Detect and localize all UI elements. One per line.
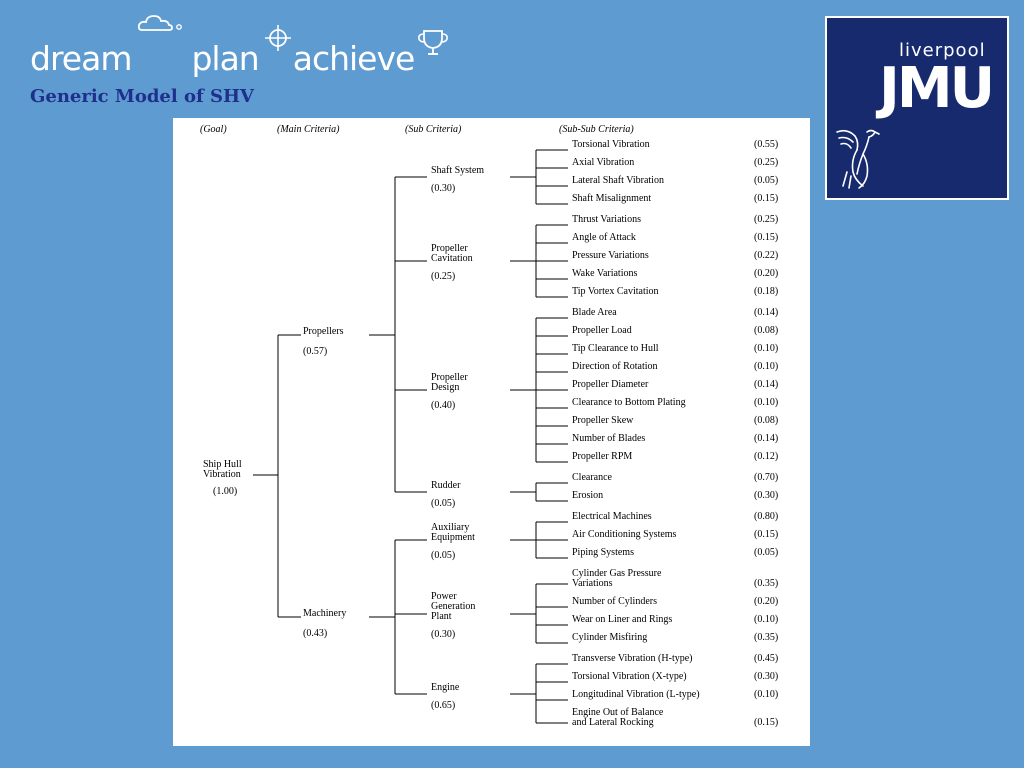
tagline-achieve: achieve: [292, 39, 415, 78]
goal-label: Ship Hull: [203, 459, 242, 470]
leaf-criterion-label: Direction of Rotation: [572, 361, 658, 372]
sub-criterion-label: Generation: [431, 601, 476, 612]
leaf-criterion-label: Air Conditioning Systems: [572, 529, 677, 540]
leaf-criterion-weight: (0.25): [754, 157, 779, 168]
leaf-criterion-weight: (0.15): [754, 232, 779, 243]
main-criterion-weight: (0.57): [303, 346, 328, 357]
compass-icon: [262, 24, 294, 56]
leaf-criterion-weight: (0.45): [754, 653, 779, 664]
goal-weight: (1.00): [213, 486, 238, 497]
sub-criterion-label: Design: [431, 382, 460, 393]
hierarchy-diagram: [173, 118, 810, 746]
leaf-criterion-label: Blade Area: [572, 307, 617, 318]
leaf-criterion-weight: (0.05): [754, 175, 779, 186]
leaf-criterion-weight: (0.20): [754, 596, 779, 607]
leaf-criterion-weight: (0.08): [754, 325, 779, 336]
sub-criterion-label: Rudder: [431, 480, 461, 491]
leaf-criterion-label: Piping Systems: [572, 547, 634, 558]
leaf-criterion-weight: (0.22): [754, 250, 779, 261]
leaf-criterion-label: Wear on Liner and Rings: [572, 614, 673, 625]
leaf-criterion-label: Propeller RPM: [572, 451, 633, 462]
leaf-criterion-weight: (0.10): [754, 397, 779, 408]
leaf-criterion-weight: (0.10): [754, 689, 779, 700]
leaf-criterion-weight: (0.70): [754, 472, 779, 483]
leaf-criterion-weight: (0.30): [754, 490, 779, 501]
leaf-criterion-label: Number of Cylinders: [572, 596, 657, 607]
leaf-criterion-label: Propeller Skew: [572, 415, 634, 426]
leaf-criterion-weight: (0.18): [754, 286, 779, 297]
sub-criterion-label: Propeller: [431, 372, 468, 383]
sub-criterion-label: Auxiliary: [431, 522, 470, 533]
cloud-icon: [138, 14, 184, 34]
leaf-criterion-label: Clearance: [572, 472, 612, 483]
leaf-criterion-weight: (0.20): [754, 268, 779, 279]
leaf-criterion-weight: (0.80): [754, 511, 779, 522]
leaf-criterion-weight: (0.35): [754, 632, 779, 643]
slide-title: Generic Model of SHV: [30, 86, 254, 107]
tagline-dream: dream: [30, 39, 132, 78]
tagline: [30, 28, 414, 78]
leaf-criterion-weight: (0.14): [754, 307, 779, 318]
leaf-criterion-label: and Lateral Rocking: [572, 717, 654, 728]
leaf-criterion-label: Erosion: [572, 490, 604, 501]
leaf-criterion-label: Shaft Misalignment: [572, 193, 652, 204]
leaf-criterion-weight: (0.10): [754, 361, 779, 372]
column-header: (Main Criteria): [277, 124, 340, 135]
logo-text-jmu: JMU: [879, 56, 993, 121]
leaf-criterion-weight: (0.15): [754, 193, 779, 204]
leaf-criterion-label: Torsional Vibration: [572, 139, 650, 150]
sub-criterion-label: Power: [431, 591, 457, 602]
leaf-criterion-label: Cylinder Misfiring: [572, 632, 648, 643]
sub-criterion-weight: (0.30): [431, 183, 456, 194]
goal-label: Vibration: [203, 469, 241, 480]
sub-criterion-label: Cavitation: [431, 253, 473, 264]
leaf-criterion-label: Propeller Diameter: [572, 379, 649, 390]
leaf-criterion-weight: (0.35): [754, 578, 779, 589]
sub-criterion-weight: (0.25): [431, 271, 456, 282]
sub-criterion-weight: (0.30): [431, 629, 456, 640]
leaf-criterion-weight: (0.25): [754, 214, 779, 225]
sub-criterion-weight: (0.05): [431, 550, 456, 561]
diagram-panel: [173, 118, 810, 746]
column-header: (Sub-Sub Criteria): [559, 124, 634, 135]
leaf-criterion-label: Angle of Attack: [572, 232, 636, 243]
leaf-criterion-label: Tip Vortex Cavitation: [572, 286, 659, 297]
leaf-criterion-label: Variations: [572, 578, 613, 589]
leaf-criterion-label: Clearance to Bottom Plating: [572, 397, 686, 408]
leaf-criterion-weight: (0.10): [754, 343, 779, 354]
leaf-criterion-weight: (0.10): [754, 614, 779, 625]
leaf-criterion-label: Wake Variations: [572, 268, 638, 279]
main-criterion-label: Machinery: [303, 608, 347, 619]
leaf-criterion-weight: (0.30): [754, 671, 779, 682]
leaf-criterion-label: Tip Clearance to Hull: [572, 343, 659, 354]
leaf-criterion-label: Number of Blades: [572, 433, 646, 444]
sub-criterion-label: Equipment: [431, 532, 475, 543]
sub-criterion-label: Engine: [431, 682, 460, 693]
tagline-plan: plan: [191, 39, 259, 78]
logo-text-liverpool: liverpool: [899, 40, 986, 61]
sub-criterion-weight: (0.40): [431, 400, 456, 411]
liver-bird-icon: [833, 126, 881, 192]
leaf-criterion-weight: (0.05): [754, 547, 779, 558]
leaf-criterion-weight: (0.14): [754, 379, 779, 390]
leaf-criterion-label: Electrical Machines: [572, 511, 652, 522]
leaf-criterion-label: Thrust Variations: [572, 214, 641, 225]
leaf-criterion-label: Pressure Variations: [572, 250, 649, 261]
leaf-criterion-weight: (0.08): [754, 415, 779, 426]
leaf-criterion-weight: (0.12): [754, 451, 779, 462]
leaf-criterion-weight: (0.14): [754, 433, 779, 444]
leaf-criterion-label: Propeller Load: [572, 325, 632, 336]
leaf-criterion-label: Longitudinal Vibration (L-type): [572, 689, 700, 700]
leaf-criterion-weight: (0.55): [754, 139, 779, 150]
leaf-criterion-weight: (0.15): [754, 717, 779, 728]
leaf-criterion-label: Engine Out of Balance: [572, 707, 664, 718]
leaf-criterion-label: Lateral Shaft Vibration: [572, 175, 664, 186]
leaf-criterion-label: Torsional Vibration (X-type): [572, 671, 687, 682]
trophy-icon: [416, 28, 450, 58]
leaf-criterion-label: Cylinder Gas Pressure: [572, 568, 662, 579]
column-header: (Goal): [200, 124, 227, 135]
leaf-criterion-weight: (0.15): [754, 529, 779, 540]
sub-criterion-label: Shaft System: [431, 165, 485, 176]
leaf-criterion-label: Axial Vibration: [572, 157, 635, 168]
column-header: (Sub Criteria): [405, 124, 462, 135]
sub-criterion-label: Plant: [431, 611, 452, 622]
leaf-criterion-label: Transverse Vibration (H-type): [572, 653, 693, 664]
sub-criterion-weight: (0.65): [431, 700, 456, 711]
sub-criterion-weight: (0.05): [431, 498, 456, 509]
main-criterion-weight: (0.43): [303, 628, 328, 639]
sub-criterion-label: Propeller: [431, 243, 468, 254]
university-logo: [825, 16, 1009, 200]
main-criterion-label: Propellers: [303, 326, 344, 337]
